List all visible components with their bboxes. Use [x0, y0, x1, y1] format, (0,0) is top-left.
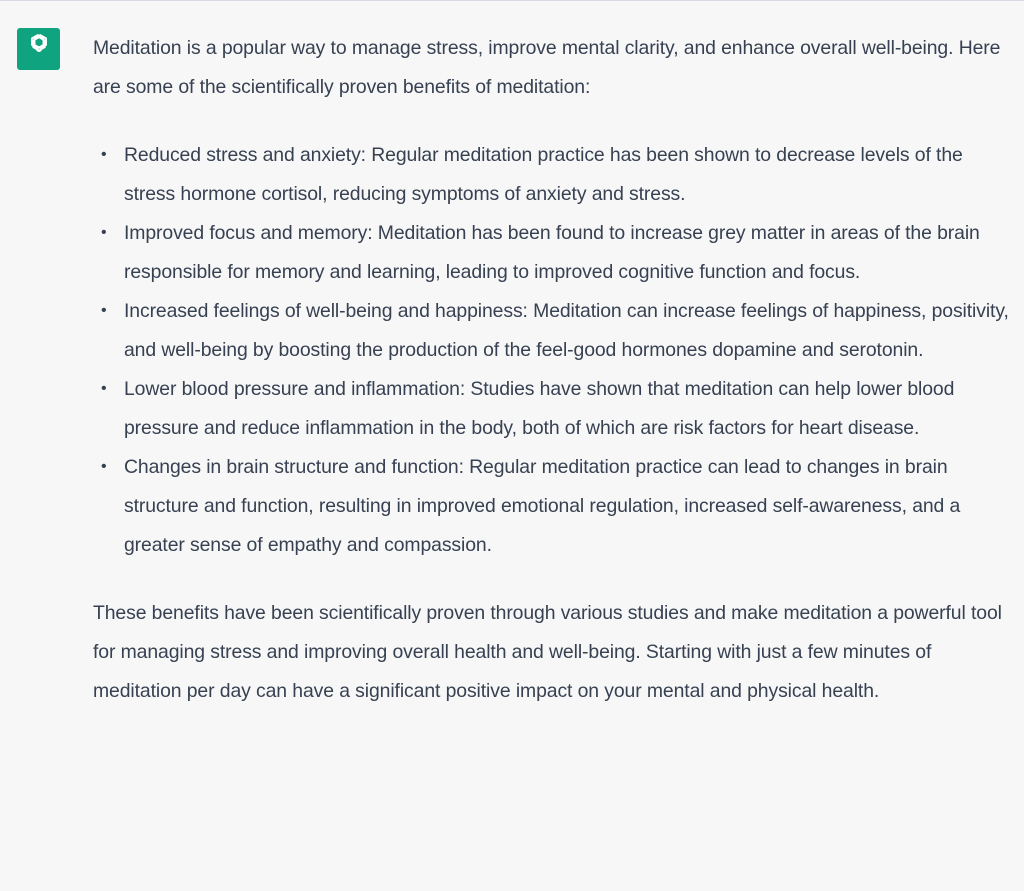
assistant-avatar	[17, 28, 60, 70]
list-item: • Improved focus and memory: Meditation has been found to increase grey matter in areas of the brain responsible for memory and learning, leading to improved cognitive function and focus.	[124, 214, 1013, 292]
list-item: • Increased feelings of well-being and happiness: Meditation can increase feelings of happiness, positivity, and well-being by boosting the production of the feel-good hormones dopamine and serotonin.	[124, 292, 1013, 370]
list-item: • Reduced stress and anxiety: Regular meditation practice has been shown to decrease levels of the stress hormone cortisol, reducing symptoms of anxiety and stress.	[124, 136, 1013, 214]
openai-logo-icon	[24, 34, 54, 64]
list-item: • Changes in brain structure and function: Regular meditation practice can lead to changes in brain structure and function, resulting in improved emotional regulation, increased self-awareness, and a greater sense of empathy and compassion.	[124, 448, 1013, 565]
intro-paragraph: Meditation is a popular way to manage stress, improve mental clarity, and enhance overall well-being. Here are some of the scientifically proven benefits of meditation:	[93, 37, 1001, 98]
closing-paragraph: These benefits have been scientifically proven through various studies and make meditation a powerful tool for managing stress and improving overall health and well-being. Starting with just a few minutes of meditation per day can have a significant positive impact on your mental and physical health.	[93, 602, 1002, 702]
benefits-list	[93, 136, 1013, 565]
message-content	[93, 29, 1013, 711]
list-item: • Lower blood pressure and inflammation: Studies have shown that meditation can help lower blood pressure and reduce inflammation in the body, both of which are risk factors for heart disease.	[124, 370, 1013, 448]
